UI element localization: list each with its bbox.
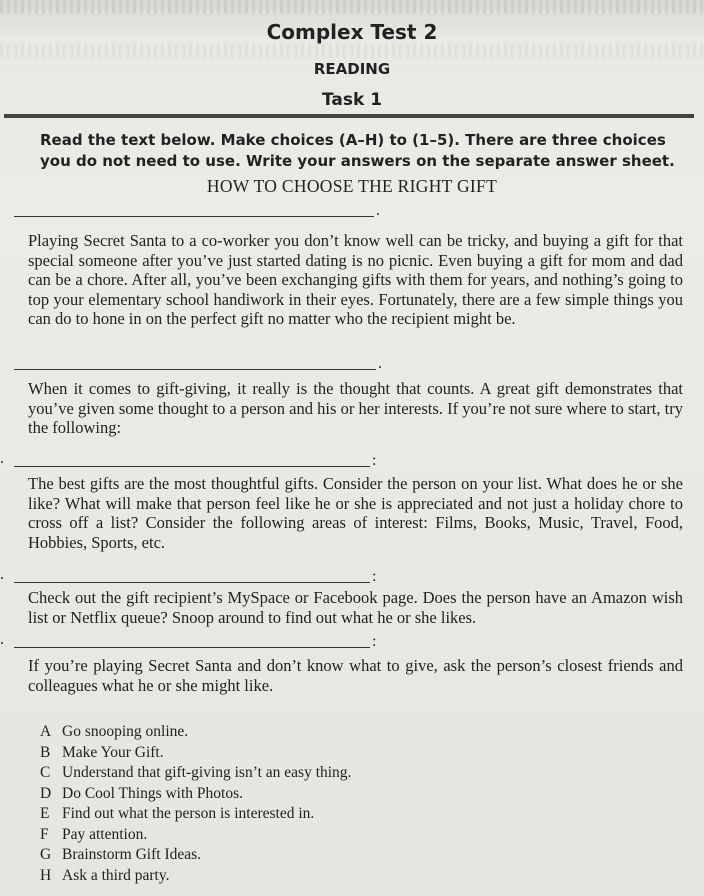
answer-line [14, 582, 370, 583]
option-f [40, 825, 460, 846]
test-title: Complex Test 2 [266, 20, 438, 44]
gap-terminator: . [378, 355, 382, 372]
option-letter: F [40, 825, 49, 843]
answer-gap-1 [0, 200, 400, 222]
section-heading: READING [313, 60, 391, 78]
option-letter: G [40, 846, 52, 863]
answer-gap-3 [0, 450, 400, 472]
option-text: Find out what the person is interested in. [62, 805, 315, 822]
paragraph-4: Check out the gift recipient’s MySpace or Facebook page. Does the person have an Amazon wish list or Netflix queue? Snoop around to find out what he or she likes. [28, 588, 683, 627]
gap-number: . [0, 566, 4, 583]
answer-options-list [40, 722, 460, 886]
option-letter: A [40, 723, 52, 740]
option-text: Make Your Gift. [62, 743, 164, 761]
answer-gap-2 [0, 353, 400, 375]
answer-gap-5 [0, 631, 400, 653]
task-instructions: Read the text below. Make choices (A–H) to (1–5). There are three choices you do not need to use. Write your answers on the separate answer sheet. [40, 131, 675, 170]
bleed-through-texture [0, 0, 704, 14]
option-letter: H [40, 866, 52, 884]
option-text: Ask a third party. [62, 866, 170, 884]
task-heading: Task 1 [321, 90, 383, 110]
option-text: Do Cool Things with Photos. [62, 784, 244, 802]
divider [4, 114, 694, 118]
answer-line [14, 216, 374, 217]
bleed-through-texture [0, 44, 704, 58]
option-text: Pay attention. [62, 825, 148, 843]
option-letter: E [40, 805, 50, 822]
article-title: HOW TO CHOOSE THE RIGHT GIFT [206, 176, 498, 196]
option-g [40, 845, 460, 866]
answer-gap-4 [0, 566, 400, 588]
option-text: Brainstorm Gift Ideas. [62, 846, 202, 863]
answer-line [14, 647, 370, 648]
gap-number: . [0, 631, 4, 648]
gap-terminator: : [372, 568, 377, 585]
gap-terminator: : [372, 452, 377, 469]
option-letter: B [40, 743, 51, 761]
option-letter: D [40, 784, 52, 802]
option-text: Go snooping online. [62, 723, 189, 740]
gap-terminator: . [376, 202, 380, 219]
paragraph-5: If you’re playing Secret Santa and don’t know what to give, ask the person’s closest friends and colleagues what he or she might like. [28, 656, 683, 695]
paragraph-3: The best gifts are the most thoughtful gifts. Consider the person on your list. What does he or she like? What will make that person feel like he or she is appreciated and not just a holiday chore to cross off a list? Consider the following areas of interest: Films, Books, Music, Travel, Food, Hobbies, Sports, etc. [28, 474, 683, 552]
gap-number: . [0, 450, 4, 467]
option-text: Understand that gift-giving isn’t an easy thing. [62, 764, 352, 781]
answer-line [14, 466, 370, 467]
answer-line [14, 369, 376, 370]
option-h [40, 866, 460, 887]
option-letter: C [40, 764, 51, 781]
option-e [40, 804, 460, 825]
option-b [40, 743, 460, 764]
paragraph-1: Playing Secret Santa to a co-worker you don’t know well can be tricky, and buying a gift for that special someone after you’ve just started dating is no picnic. Even buying a gift for mom and dad can be a chore. After all, you’ve been exchanging gifts with them for years, and nothing’s going to top your elementary school handiwork in their eyes. Fortunately, there are a few simple things you can do to hone in on the perfect gift no matter who the recipient might be. [28, 231, 683, 329]
option-d [40, 784, 460, 805]
option-c [40, 763, 460, 784]
paragraph-2: When it comes to gift-giving, it really is the thought that counts. A great gift demonstrates that you’ve given some thought to a person and his or her interests. If you’re not sure where to start, try the following: [28, 379, 683, 438]
gap-terminator: : [372, 633, 377, 650]
option-a [40, 722, 460, 743]
